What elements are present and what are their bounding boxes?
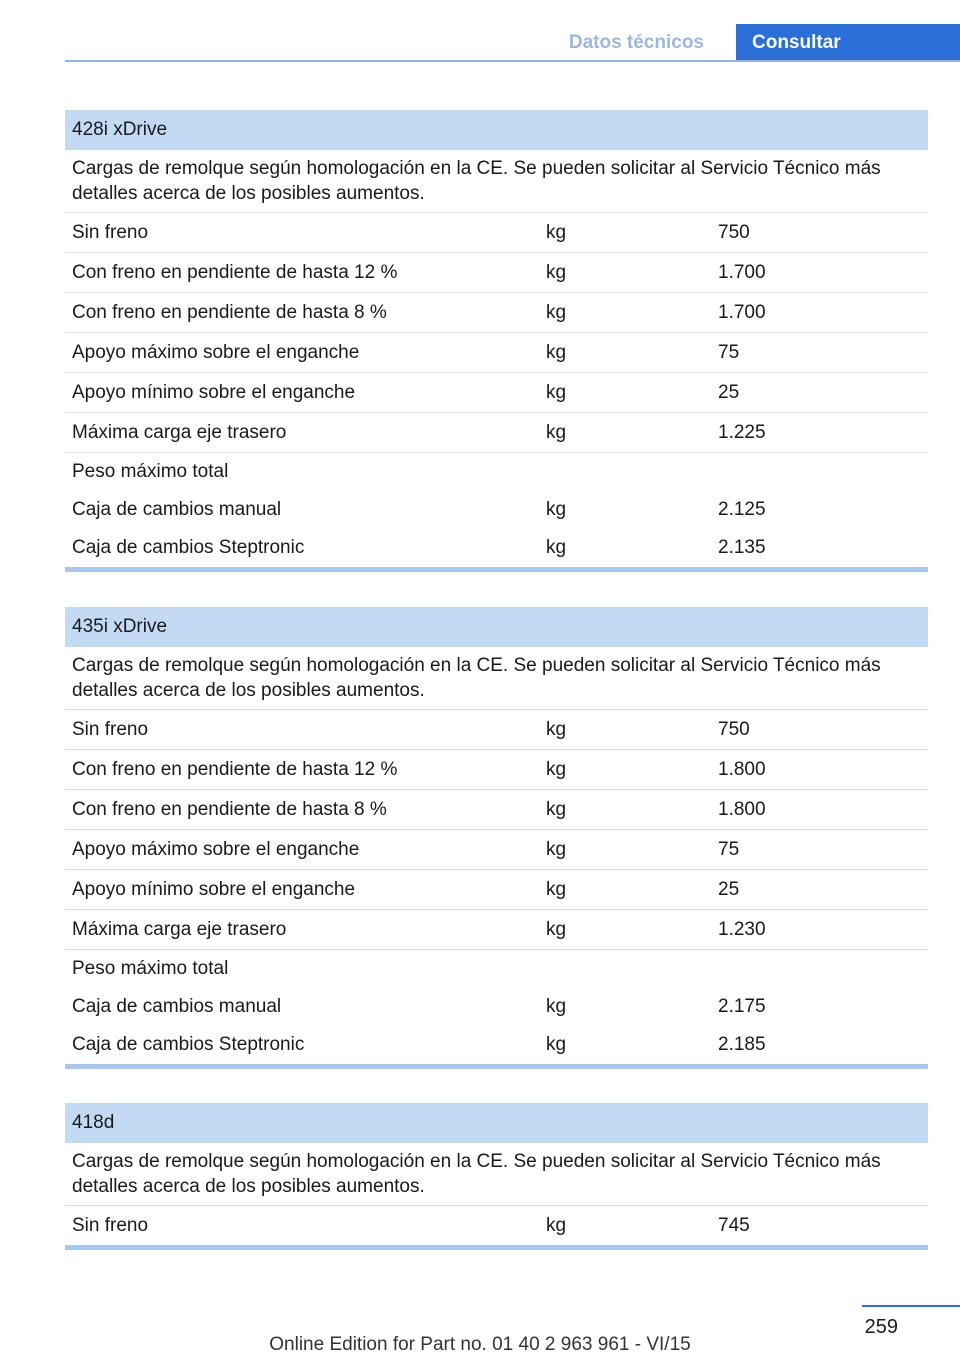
row-unit: kg bbox=[546, 382, 567, 403]
row-value: 2.135 bbox=[718, 537, 766, 558]
row-unit: kg bbox=[546, 302, 567, 323]
row-value: 75 bbox=[718, 839, 740, 860]
row-label: Apoyo mínimo sobre el enganche bbox=[72, 382, 356, 403]
row-label: Máxima carga eje trasero bbox=[72, 422, 287, 443]
table-row bbox=[65, 988, 928, 1026]
table-note: Cargas de remolque según homologación en la CE. Se pueden solicitar al Servicio Técnico más detalles acerca de los posibles aumentos. bbox=[65, 150, 928, 213]
row-value: 1.230 bbox=[718, 919, 766, 940]
table-title: 418d bbox=[65, 1103, 928, 1143]
row-label: Sin freno bbox=[72, 1215, 149, 1236]
spec-table-428i bbox=[65, 110, 928, 572]
table-row bbox=[65, 750, 928, 790]
row-unit: kg bbox=[546, 1215, 567, 1236]
row-value: 745 bbox=[718, 1215, 750, 1236]
row-label: Con freno en pendiente de hasta 8 % bbox=[72, 302, 387, 323]
table-row bbox=[65, 333, 928, 373]
table-note: Cargas de remolque según homologación en la CE. Se pueden solicitar al Servicio Técnico más detalles acerca de los posibles aumentos. bbox=[65, 1143, 928, 1206]
row-value: 1.700 bbox=[718, 302, 766, 323]
row-value: 1.800 bbox=[718, 759, 766, 780]
row-label: Caja de cambios Steptronic bbox=[72, 537, 305, 558]
table-row bbox=[65, 491, 928, 529]
row-label: Con freno en pendiente de hasta 12 % bbox=[72, 759, 398, 780]
row-unit: kg bbox=[546, 759, 567, 780]
total-label-row bbox=[65, 950, 928, 988]
row-value: 750 bbox=[718, 222, 750, 243]
row-value: 2.175 bbox=[718, 996, 766, 1017]
row-unit: kg bbox=[546, 342, 567, 363]
row-label: Sin freno bbox=[72, 222, 149, 243]
table-row bbox=[65, 1206, 928, 1245]
table-row bbox=[65, 213, 928, 253]
table-row bbox=[65, 790, 928, 830]
spec-table-418d bbox=[65, 1103, 928, 1250]
row-unit: kg bbox=[546, 879, 567, 900]
spec-table-435i bbox=[65, 607, 928, 1069]
row-unit: kg bbox=[546, 799, 567, 820]
table-row bbox=[65, 253, 928, 293]
row-unit: kg bbox=[546, 919, 567, 940]
table-row bbox=[65, 870, 928, 910]
table-row bbox=[65, 710, 928, 750]
page-header bbox=[65, 24, 960, 62]
row-label: Con freno en pendiente de hasta 12 % bbox=[72, 262, 398, 283]
row-value: 1.700 bbox=[718, 262, 766, 283]
header-rule bbox=[65, 60, 960, 62]
row-label: Caja de cambios manual bbox=[72, 499, 282, 520]
row-value: 2.125 bbox=[718, 499, 766, 520]
table-row bbox=[65, 293, 928, 333]
row-label: Máxima carga eje trasero bbox=[72, 919, 287, 940]
row-unit: kg bbox=[546, 262, 567, 283]
table-row bbox=[65, 413, 928, 453]
page-number: 259 bbox=[864, 1316, 898, 1338]
row-unit: kg bbox=[546, 839, 567, 860]
table-note: Cargas de remolque según homologación en la CE. Se pueden solicitar al Servicio Técnico más detalles acerca de los posibles aumentos. bbox=[65, 647, 928, 710]
row-label: Apoyo máximo sobre el enganche bbox=[72, 342, 360, 363]
row-value: 2.185 bbox=[718, 1034, 766, 1055]
table-title: 428i xDrive bbox=[65, 110, 928, 150]
row-value: 1.800 bbox=[718, 799, 766, 820]
row-value: 25 bbox=[718, 382, 740, 403]
consultar-tab[interactable]: Consultar bbox=[736, 24, 960, 60]
page-number-rule bbox=[862, 1305, 960, 1307]
total-label: Peso máximo total bbox=[72, 958, 229, 979]
row-label: Caja de cambios manual bbox=[72, 996, 282, 1017]
row-label: Con freno en pendiente de hasta 8 % bbox=[72, 799, 387, 820]
total-label: Peso máximo total bbox=[72, 461, 229, 482]
row-value: 25 bbox=[718, 879, 740, 900]
row-label: Apoyo máximo sobre el enganche bbox=[72, 839, 360, 860]
table-row bbox=[65, 373, 928, 413]
row-unit: kg bbox=[546, 996, 567, 1017]
row-label: Caja de cambios Steptronic bbox=[72, 1034, 305, 1055]
total-label-row bbox=[65, 453, 928, 491]
row-unit: kg bbox=[546, 537, 567, 558]
row-unit: kg bbox=[546, 422, 567, 443]
section-tab[interactable]: Datos técnicos bbox=[568, 32, 704, 53]
row-label: Apoyo mínimo sobre el enganche bbox=[72, 879, 356, 900]
table-row bbox=[65, 910, 928, 950]
row-unit: kg bbox=[546, 1034, 567, 1055]
table-footer-rule bbox=[65, 1245, 928, 1250]
table-footer-rule bbox=[65, 1064, 928, 1069]
row-unit: kg bbox=[546, 719, 567, 740]
row-value: 75 bbox=[718, 342, 740, 363]
row-label: Sin freno bbox=[72, 719, 149, 740]
row-value: 750 bbox=[718, 719, 750, 740]
table-footer-rule bbox=[65, 567, 928, 572]
footer-text: Online Edition for Part no. 01 40 2 963 961 - VI/15 bbox=[269, 1334, 691, 1355]
table-row bbox=[65, 529, 928, 567]
table-title: 435i xDrive bbox=[65, 607, 928, 647]
row-value: 1.225 bbox=[718, 422, 766, 443]
table-row bbox=[65, 1026, 928, 1064]
row-unit: kg bbox=[546, 222, 567, 243]
table-row bbox=[65, 830, 928, 870]
row-unit: kg bbox=[546, 499, 567, 520]
